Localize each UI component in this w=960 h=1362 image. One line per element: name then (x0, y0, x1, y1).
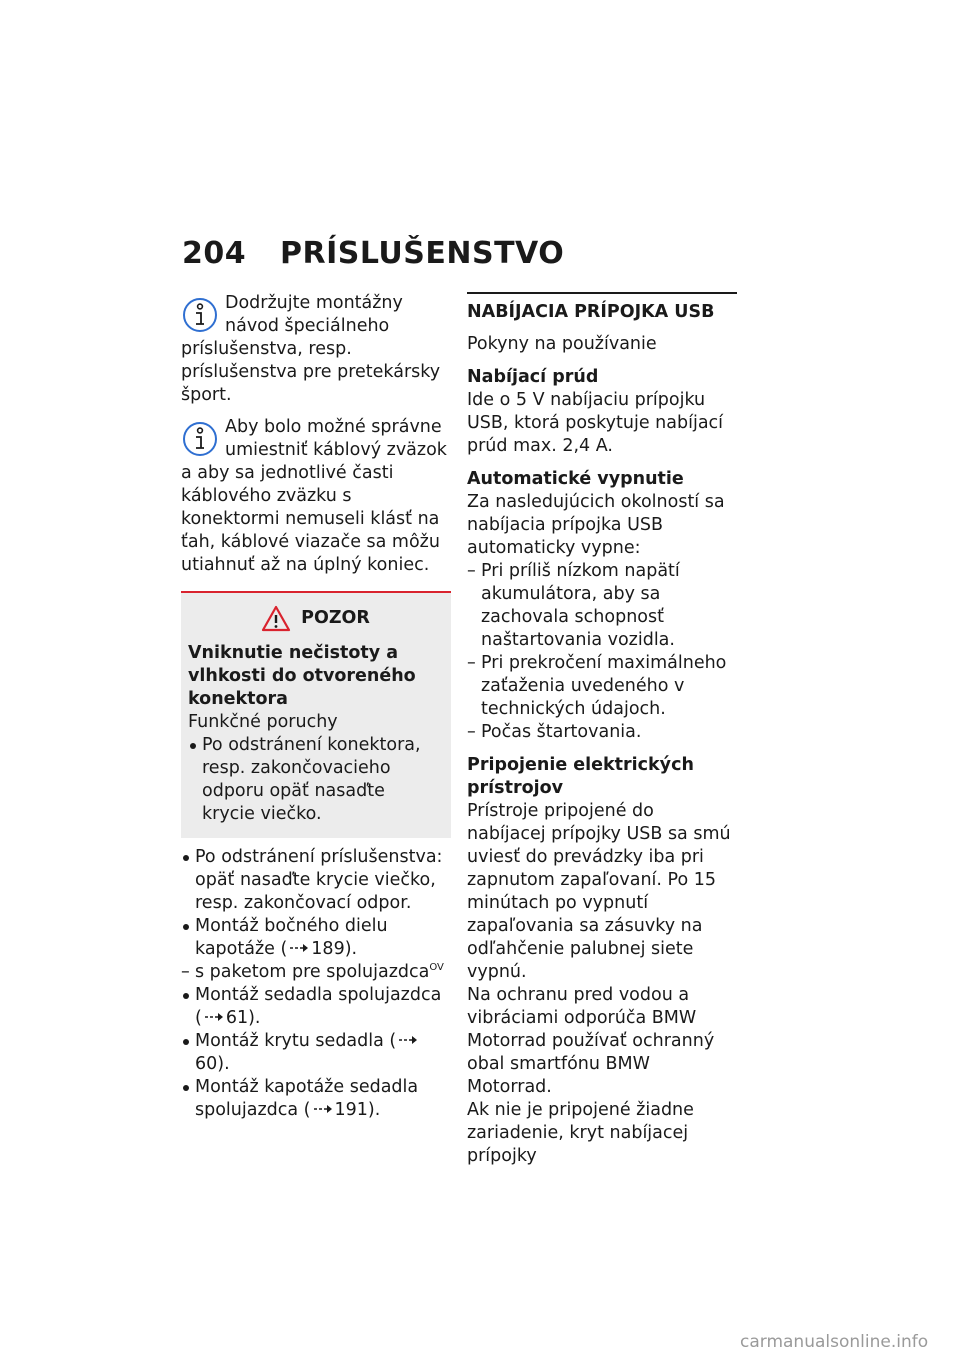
list-item: Po odstránení konektora, resp. zakončovacieho odporu opäť nasaďte krycie viečko. (188, 734, 443, 826)
info-text: Aby bolo možné správne umiestniť káblový zväzok a aby sa jednotlivé časti káblového zväzku s konektormi nemuseli klásť na ťah, káblové viazače sa môžu utiahnuť až na úplný koniec. (181, 417, 447, 575)
list-item-text: s paketom pre spolujazdca (195, 962, 430, 982)
bullet-list (181, 846, 451, 961)
list-item-text: Montáž bočného dielu kapotáže ( (195, 916, 388, 959)
warning-triangle-icon (261, 605, 291, 632)
paragraph: Na ochranu pred vodou a vibráciami odporúča BMW Motorrad používať ochranný obal smartfónu BMW Motorrad. (467, 985, 715, 1097)
list-item (181, 961, 451, 984)
subsection-heading: Automatické vypnutie (467, 469, 684, 489)
page-reference[interactable]: 191 (334, 1100, 368, 1120)
section-subtitle: Pokyny na používanie (467, 334, 657, 354)
list-item (181, 1076, 451, 1122)
list-item-text: Montáž sedadla spolujazdca ( (195, 985, 442, 1028)
page-reference[interactable]: 61 (225, 1008, 249, 1028)
list-item-text: Montáž krytu sedadla ( (195, 1031, 397, 1051)
section-divider (467, 292, 737, 294)
subsection-heading: Pripojenie elektrických prístrojov (467, 755, 694, 798)
info-icon (181, 418, 219, 462)
warning-box (181, 593, 451, 838)
list-item: – Počas štartovania. (467, 721, 737, 744)
list-item (181, 915, 451, 961)
paragraph: Prístroje pripojené do nabíjacej prípojky USB sa smú uviesť do prevádzky iba pri zapnutom zapaľovaní. Po 15 minútach po vypnutí zapaľovania sa zásuvky na odľahčenie palubnej siete vypnú. (467, 801, 731, 982)
bullet-list (181, 984, 451, 1122)
list-item: – Pri prekročení maximálneho zaťaženia uvedeného v technických údajoch. (467, 652, 737, 721)
dash-list (467, 560, 737, 744)
dash-list (181, 961, 451, 984)
paragraph: Ide o 5 V nabíjaciu prípojku USB, ktorá poskytuje nabíjací prúd max. 2,4 A. (467, 390, 724, 456)
page-reference[interactable]: 189 (311, 939, 345, 959)
paragraph: Za nasledujúcich okolností sa nabíjacia prípojka USB automaticky vypne: (467, 492, 725, 558)
list-item (181, 984, 451, 1030)
list-item: – Pri príliš nízkom napätí akumulátora, aby sa zachovala schopnosť naštartovania vozidla. (467, 560, 737, 652)
list-item-text-end: ). (344, 939, 358, 959)
list-item-text: Montáž kapotáže sedadla spolujazdca ( (195, 1077, 419, 1120)
reference-arrow-icon[interactable] (204, 1012, 224, 1022)
watermark: carmanualsonline.info (740, 1332, 929, 1352)
list-item-text-end: ). (367, 1100, 381, 1120)
right-column (467, 292, 737, 1168)
warning-header (188, 605, 443, 632)
section-title: NABÍJACIA PRÍPOJKA USB (467, 302, 715, 322)
info-note (181, 292, 451, 407)
info-text: Dodržujte montážny návod špeciálneho príslušenstva, resp. príslušenstva pre pretekársky šport. (181, 293, 441, 405)
warning-actions (188, 734, 443, 826)
page-number: 204 (182, 236, 247, 271)
paragraph: Ak nie je pripojené žiadne zariadenie, kryt nabíjacej prípojky (467, 1100, 694, 1166)
option-marker: OV (429, 962, 444, 974)
info-note (181, 416, 451, 577)
list-item (181, 1030, 451, 1076)
subsection-heading: Nabíjací prúd (467, 367, 599, 387)
list-item: Po odstránení príslušenstva: opäť nasaďte krycie viečko, resp. zakončovací odpor. (181, 846, 451, 915)
warning-label: POZOR (301, 608, 370, 628)
chapter-title: PRÍSLUŠENSTVO (280, 236, 565, 271)
page-header (182, 236, 564, 271)
left-column (181, 292, 451, 1122)
reference-arrow-icon[interactable] (313, 1104, 333, 1114)
list-item-text-end: ). (217, 1054, 230, 1074)
page-reference[interactable]: 60 (195, 1054, 218, 1074)
reference-arrow-icon[interactable] (398, 1035, 418, 1045)
list-item-text-end: ). (248, 1008, 261, 1028)
warning-consequence: Funkčné poruchy (188, 712, 338, 732)
reference-arrow-icon[interactable] (289, 943, 309, 953)
info-icon (181, 294, 219, 338)
warning-title: Vniknutie nečistoty a vlhkosti do otvoreného konektora (188, 643, 416, 709)
